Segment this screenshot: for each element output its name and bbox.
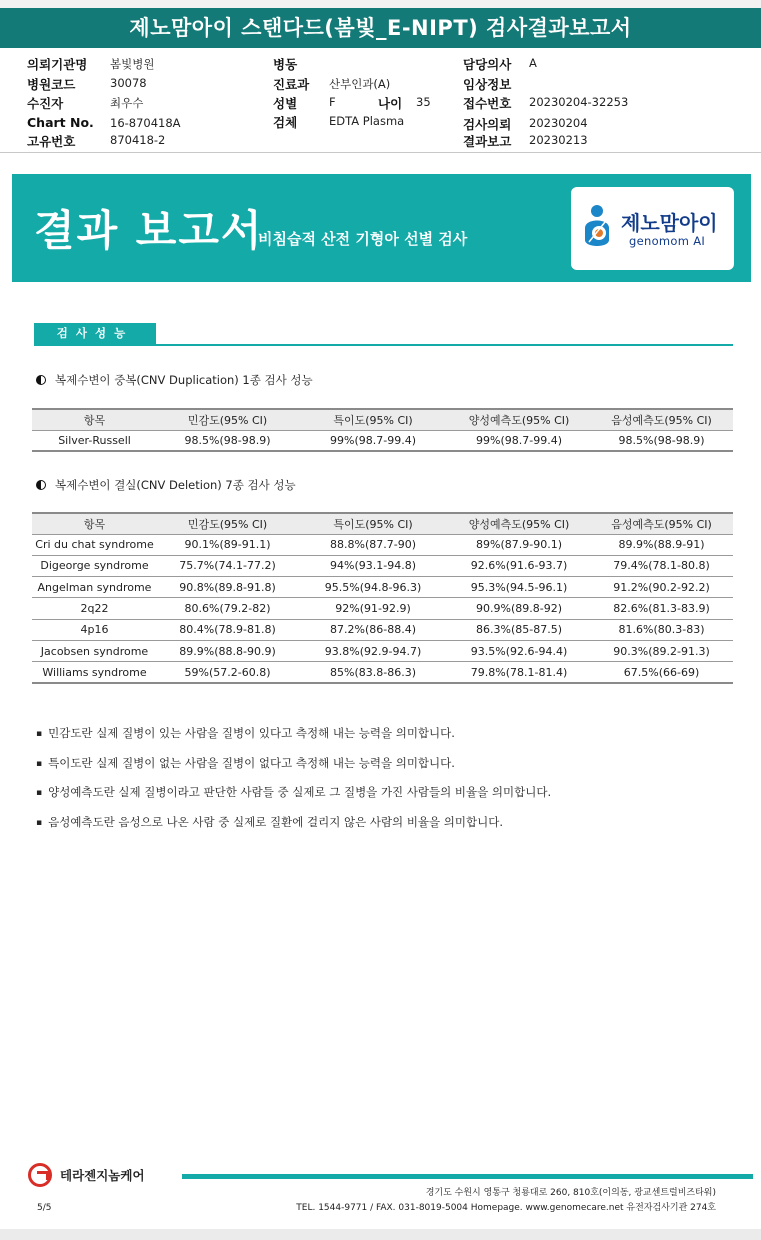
table-cell: Silver-Russell	[32, 430, 157, 451]
table-cell: 80.4%(78.9-81.8)	[157, 619, 298, 640]
info-label: 나이	[378, 96, 403, 111]
table-cell: 90.9%(89.8-92)	[448, 598, 590, 619]
section-title: 검사성능	[34, 323, 156, 344]
column-header: 민감도(95% CI)	[157, 409, 298, 430]
theragen-logo	[28, 1163, 168, 1187]
table-cell: 67.5%(66-69)	[590, 662, 733, 683]
table-cell: Digeorge syndrome	[32, 555, 157, 576]
table-header-row	[32, 409, 733, 430]
table-cell: 99%(98.7-99.4)	[448, 430, 590, 451]
table-cell: 88.8%(87.7-90)	[298, 534, 448, 555]
column-header: 민감도(95% CI)	[157, 513, 298, 534]
table-cell: 98.5%(98-98.9)	[157, 430, 298, 451]
table-row	[32, 598, 733, 619]
deletion-subtitle	[36, 477, 296, 493]
table-row	[32, 640, 733, 661]
table-cell: 79.4%(78.1-80.8)	[590, 555, 733, 576]
info-label: 병동	[273, 57, 298, 72]
note-item: ▪ 특이도란 실제 질병이 없는 사람을 질병이 없다고 측정해 내는 능력을 의미합니다.	[36, 754, 551, 784]
table-cell: 75.7%(74.1-77.2)	[157, 555, 298, 576]
table-cell: Cri du chat syndrome	[32, 534, 157, 555]
info-value: 30078	[110, 76, 147, 90]
table-cell: 89.9%(88.9-91)	[590, 534, 733, 555]
report-title: 제노맘아이 스탠다드(봄빛_E-NIPT) 검사결과보고서	[0, 8, 761, 48]
logo-text-ko: 제노맘아이	[621, 211, 718, 235]
table-cell: 82.6%(81.3-83.9)	[590, 598, 733, 619]
info-label: 수진자	[27, 96, 64, 111]
table-cell: 80.6%(79.2-82)	[157, 598, 298, 619]
info-label: 접수번호	[463, 96, 512, 111]
genomom-mother-baby-icon	[581, 204, 617, 250]
table-cell: 87.2%(86-88.4)	[298, 619, 448, 640]
genomom-logo	[571, 187, 734, 270]
table-row	[32, 662, 733, 683]
table-cell: 90.8%(89.8-91.8)	[157, 577, 298, 598]
info-label: 임상정보	[463, 77, 512, 92]
result-banner	[12, 174, 751, 282]
footer-accent-bar	[182, 1174, 753, 1179]
table-cell: 4p16	[32, 619, 157, 640]
section-underline	[34, 344, 733, 346]
column-header: 음성예측도(95% CI)	[590, 409, 733, 430]
table-cell: 95.3%(94.5-96.1)	[448, 577, 590, 598]
table-cell: 92%(91-92.9)	[298, 598, 448, 619]
info-label: 병원코드	[27, 77, 76, 92]
info-value: 봄빛병원	[110, 57, 155, 71]
info-value: 20230213	[529, 133, 588, 147]
table-cell: Jacobsen syndrome	[32, 640, 157, 661]
contact-line: TEL. 1544-9771 / FAX. 031-8019-5004 Homepage. www.genomecare.net 유전자검사기관 274호	[296, 1203, 716, 1213]
deletion-table	[32, 512, 733, 684]
table-cell: 89%(87.9-90.1)	[448, 534, 590, 555]
info-value: 최우수	[110, 96, 144, 110]
column-header: 특이도(95% CI)	[298, 513, 448, 534]
table-cell: 92.6%(91.6-93.7)	[448, 555, 590, 576]
banner-subtitle: 비침습적 산전 기형아 선별 검사	[258, 230, 468, 248]
info-value: 20230204	[529, 116, 588, 130]
info-label: Chart No.	[27, 115, 94, 130]
info-label: 검사의뢰	[463, 117, 512, 132]
info-label: 검체	[273, 115, 298, 130]
info-value: 20230204-32253	[529, 95, 629, 109]
logo-text-en: genomom AI	[629, 234, 706, 248]
address-line: 경기도 수원시 영통구 청룡대로 260, 810호(이의동, 광교센트럴비즈타워)	[425, 1188, 716, 1198]
table-row	[32, 577, 733, 598]
table-cell: 86.3%(85-87.5)	[448, 619, 590, 640]
duplication-subtitle	[36, 372, 313, 388]
table-cell: 79.8%(78.1-81.4)	[448, 662, 590, 683]
info-label: 진료과	[273, 77, 310, 92]
info-label: 고유번호	[27, 134, 76, 149]
info-value: 산부인과(A)	[329, 77, 391, 91]
column-header: 특이도(95% CI)	[298, 409, 448, 430]
table-cell: 91.2%(90.2-92.2)	[590, 577, 733, 598]
note-item: ▪ 민감도란 실제 질병이 있는 사람을 질병이 있다고 측정해 내는 능력을 의미합니다.	[36, 724, 551, 754]
column-header: 항목	[32, 409, 157, 430]
table-cell: 98.5%(98-98.9)	[590, 430, 733, 451]
table-cell: 99%(98.7-99.4)	[298, 430, 448, 451]
table-cell: 90.3%(89.2-91.3)	[590, 640, 733, 661]
column-header: 음성예측도(95% CI)	[590, 513, 733, 534]
info-label: 성별	[273, 96, 298, 111]
banner-title: 결과 보고서	[34, 206, 264, 255]
table-row	[32, 619, 733, 640]
table-cell: 93.5%(92.6-94.4)	[448, 640, 590, 661]
table-header-row	[32, 513, 733, 534]
info-value: EDTA Plasma	[329, 114, 405, 128]
table-cell: 85%(83.8-86.3)	[298, 662, 448, 683]
table-cell: Angelman syndrome	[32, 577, 157, 598]
note-item: ▪ 음성예측도란 음성으로 나온 사람 중 실제로 질환에 걸리지 않은 사람의 비율을 의미합니다.	[36, 813, 551, 843]
table-row	[32, 555, 733, 576]
table-cell: 93.8%(92.9-94.7)	[298, 640, 448, 661]
info-value: 870418-2	[110, 133, 166, 147]
column-header: 양성예측도(95% CI)	[448, 409, 590, 430]
table-row	[32, 534, 733, 555]
info-label: 결과보고	[463, 134, 512, 149]
info-value: F	[329, 95, 336, 109]
info-divider	[0, 152, 761, 153]
table-cell: 81.6%(80.3-83)	[590, 619, 733, 640]
table-cell: 2q22	[32, 598, 157, 619]
info-value: 16-870418A	[110, 116, 181, 130]
info-label: 담당의사	[463, 57, 512, 72]
duplication-table	[32, 408, 733, 452]
table-row	[32, 430, 733, 451]
table-cell: 90.1%(89-91.1)	[157, 534, 298, 555]
column-header: 양성예측도(95% CI)	[448, 513, 590, 534]
table-cell: 89.9%(88.8-90.9)	[157, 640, 298, 661]
company-name: 테라젠지놈케어	[60, 1168, 145, 1183]
top-strip	[0, 0, 761, 8]
definition-notes	[36, 724, 551, 842]
theragen-g-arrow-icon	[37, 1171, 49, 1180]
table-cell: 94%(93.1-94.8)	[298, 555, 448, 576]
half-circle-icon	[36, 480, 46, 490]
table-cell: 59%(57.2-60.8)	[157, 662, 298, 683]
info-value: 35	[416, 95, 431, 109]
table-cell: Williams syndrome	[32, 662, 157, 683]
column-header: 항목	[32, 513, 157, 534]
page-number: 5/5	[37, 1203, 52, 1213]
info-value: A	[529, 56, 537, 70]
info-label: 의뢰기관명	[27, 57, 88, 72]
bottom-strip	[0, 1229, 761, 1240]
note-item: ▪ 양성예측도란 실제 질병이라고 판단한 사람들 중 실제로 그 질병을 가진 사람들의 비율을 의미합니다.	[36, 783, 551, 813]
table-cell: 95.5%(94.8-96.3)	[298, 577, 448, 598]
half-circle-icon	[36, 375, 46, 385]
footer-address	[296, 1186, 716, 1216]
duplication-subtitle-text: 복제수변이 중복(CNV Duplication) 1종 검사 성능	[55, 373, 313, 387]
deletion-subtitle-text: 복제수변이 결실(CNV Deletion) 7종 검사 성능	[55, 478, 296, 492]
